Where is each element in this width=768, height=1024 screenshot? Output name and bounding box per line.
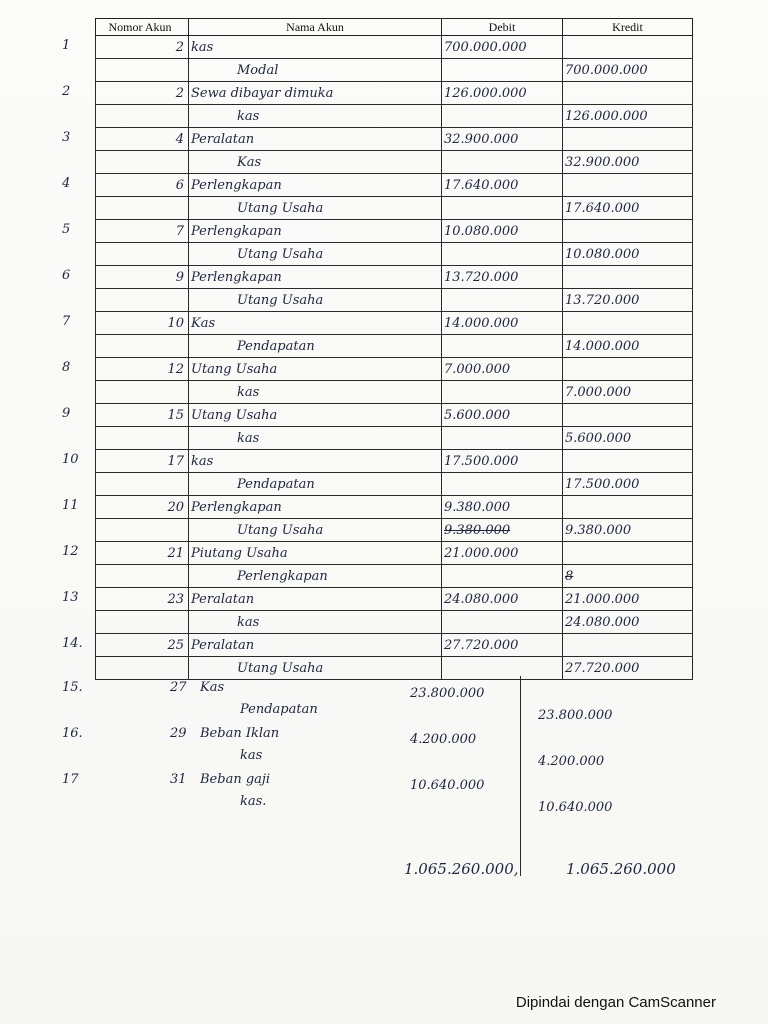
debit-account-name: Utang Usaha — [189, 358, 442, 381]
struck-amount: 9.380.000 — [444, 522, 511, 538]
debit-amount: 5.600.000 — [442, 404, 563, 427]
debit-account-name: Perlengkapan — [189, 220, 442, 243]
table-row — [96, 128, 693, 151]
journal-table — [95, 18, 693, 680]
table-row — [96, 588, 693, 611]
table-row — [96, 335, 693, 358]
entry-number: 7 — [62, 314, 71, 329]
entry-date: 6 — [96, 174, 189, 197]
entry-date: 12 — [96, 358, 189, 381]
credit-amount-empty — [563, 266, 693, 289]
credit-amount-empty — [563, 174, 693, 197]
entry-number: 4 — [62, 176, 71, 191]
credit-amount-empty — [563, 634, 693, 657]
entry-number: 10 — [62, 452, 79, 467]
credit-amount — [563, 289, 693, 312]
header-account-no: Nomor Akun — [96, 19, 189, 36]
debit-amount-empty — [442, 105, 563, 128]
debit-account-name: Beban gaji — [200, 772, 271, 787]
debit-amount: 17.500.000 — [442, 450, 563, 473]
debit-amount: 9.380.000 — [442, 496, 563, 519]
debit-account-name: Sewa dibayar dimuka — [189, 82, 442, 105]
debit-amount: 17.640.000 — [442, 174, 563, 197]
table-row — [96, 289, 693, 312]
debit-account-name: Peralatan — [189, 634, 442, 657]
credit-amount — [563, 335, 693, 358]
credit-amount — [563, 151, 693, 174]
entry-number: 15. — [62, 680, 83, 695]
entry-date: 23 — [96, 588, 189, 611]
table-row — [96, 565, 693, 588]
total-debit: 1.065.260.000, — [404, 860, 519, 878]
entry-date-empty — [96, 473, 189, 496]
credit-amount-empty — [563, 220, 693, 243]
debit-amount: 700.000.000 — [442, 36, 563, 59]
entry-date: 2 — [96, 82, 189, 105]
debit-amount-empty — [442, 657, 563, 680]
entry-number: 2 — [62, 84, 71, 99]
credit-account-name: Pendapatan — [189, 335, 442, 358]
debit-account-name: Perlengkapan — [189, 496, 442, 519]
credit-account-name: kas — [189, 105, 442, 128]
entry-date: 31 — [170, 772, 187, 787]
header-debit: Debit — [442, 19, 563, 36]
credit-amount — [563, 657, 693, 680]
table-row — [96, 358, 693, 381]
entry-date: 15 — [96, 404, 189, 427]
table-row — [96, 496, 693, 519]
credit-amount-empty — [563, 496, 693, 519]
credit-amount — [563, 197, 693, 220]
debit-amount-empty — [442, 197, 563, 220]
entry-number: 6 — [62, 268, 71, 283]
table-row — [96, 174, 693, 197]
debit-amount-empty — [442, 427, 563, 450]
credit-account-name: Perlengkapan — [189, 565, 442, 588]
credit-account-name: Kas — [189, 151, 442, 174]
entry-date-empty — [96, 105, 189, 128]
total-credit: 1.065.260.000 — [566, 860, 676, 878]
debit-account-name: kas — [189, 450, 442, 473]
entry-number: 3 — [62, 130, 71, 145]
table-row — [96, 105, 693, 128]
entry-date-empty — [96, 59, 189, 82]
credit-amount-value: 27.720.000 — [565, 660, 640, 676]
debit-amount-empty — [442, 243, 563, 266]
credit-amount — [563, 519, 693, 542]
debit-account-name: Beban Iklan — [200, 726, 280, 741]
entry-date-empty — [96, 565, 189, 588]
entry-date: 21 — [96, 542, 189, 565]
entry-date-empty — [96, 151, 189, 174]
debit-amount: 13.720.000 — [442, 266, 563, 289]
table-row — [96, 427, 693, 450]
credit-account-name: Pendapatan — [240, 702, 318, 717]
column-divider-line — [520, 676, 531, 876]
debit-account-name: Perlengkapan — [189, 266, 442, 289]
credit-amount: 4.200.000 — [538, 754, 605, 769]
credit-amount-value: 17.640.000 — [565, 200, 640, 216]
credit-amount-value: 9.380.000 — [565, 522, 632, 538]
credit-amount — [563, 105, 693, 128]
entry-number: 9 — [62, 406, 71, 421]
debit-amount-empty — [442, 335, 563, 358]
debit-amount: 4.200.000 — [410, 732, 477, 747]
table-row — [96, 266, 693, 289]
table-row — [96, 404, 693, 427]
credit-amount — [563, 473, 693, 496]
table-row — [96, 657, 693, 680]
table-row — [96, 243, 693, 266]
table-header-row — [96, 19, 693, 36]
debit-amount: 32.900.000 — [442, 128, 563, 151]
entry-date: 9 — [96, 266, 189, 289]
entry-date-empty — [96, 427, 189, 450]
entry-number: 1 — [62, 38, 71, 53]
credit-amount — [563, 427, 693, 450]
table-row — [96, 151, 693, 174]
credit-amount-value: 17.500.000 — [565, 476, 640, 492]
credit-account-name: Pendapatan — [189, 473, 442, 496]
credit-amount-value: 14.000.000 — [565, 338, 640, 354]
table-row — [96, 220, 693, 243]
entry-date: 17 — [96, 450, 189, 473]
debit-amount: 10.080.000 — [442, 220, 563, 243]
credit-account-name: kas — [240, 748, 263, 763]
credit-amount-empty — [563, 82, 693, 105]
debit-account-name: Piutang Usaha — [189, 542, 442, 565]
credit-amount-value: 5.600.000 — [565, 430, 632, 446]
credit-amount-value: 7.000.000 — [565, 384, 632, 400]
debit-amount-empty — [442, 473, 563, 496]
table-row — [96, 473, 693, 496]
debit-account-name: Kas — [189, 312, 442, 335]
credit-amount-value: 21.000.000 — [565, 591, 640, 607]
debit-account-name: Perlengkapan — [189, 174, 442, 197]
entry-date-empty — [96, 289, 189, 312]
struck-amount: 8 — [565, 568, 574, 584]
debit-amount: 27.720.000 — [442, 634, 563, 657]
credit-account-name: Utang Usaha — [189, 519, 442, 542]
entry-number: 12 — [62, 544, 79, 559]
entry-number: 8 — [62, 360, 71, 375]
debit-amount-empty — [442, 381, 563, 404]
debit-amount-empty — [442, 59, 563, 82]
scanner-watermark: Dipindai dengan CamScanner — [515, 994, 716, 1011]
credit-amount-value: 126.000.000 — [565, 108, 648, 124]
credit-amount-value: 10.080.000 — [565, 246, 640, 262]
table-row — [96, 59, 693, 82]
debit-amount-empty — [442, 611, 563, 634]
table-row — [96, 381, 693, 404]
entry-number: 14. — [62, 636, 83, 651]
table-row — [96, 450, 693, 473]
credit-account-name: kas. — [240, 794, 267, 809]
debit-account-name: Utang Usaha — [189, 404, 442, 427]
entry-date-empty — [96, 657, 189, 680]
entry-date: 27 — [170, 680, 187, 695]
credit-amount-value: 13.720.000 — [565, 292, 640, 308]
table-row — [96, 519, 693, 542]
entry-date: 10 — [96, 312, 189, 335]
credit-amount — [563, 611, 693, 634]
entry-date: 2 — [96, 36, 189, 59]
credit-amount-value: 32.900.000 — [565, 154, 640, 170]
credit-account-name: kas — [189, 427, 442, 450]
table-row — [96, 634, 693, 657]
entry-date: 29 — [170, 726, 187, 741]
credit-account-name: kas — [189, 381, 442, 404]
credit-account-name: kas — [189, 611, 442, 634]
debit-account-name: Peralatan — [189, 128, 442, 151]
debit-amount: 126.000.000 — [442, 82, 563, 105]
entry-number: 16. — [62, 726, 83, 741]
credit-amount-empty — [563, 312, 693, 335]
debit-account-name: Kas — [200, 680, 225, 695]
credit-amount-value: 700.000.000 — [565, 62, 648, 78]
debit-amount-empty — [442, 519, 563, 542]
entry-date-empty — [96, 243, 189, 266]
debit-account-name: Peralatan — [189, 588, 442, 611]
table-row — [96, 82, 693, 105]
entry-date: 4 — [96, 128, 189, 151]
credit-amount — [563, 565, 693, 588]
credit-amount — [563, 381, 693, 404]
debit-amount: 7.000.000 — [442, 358, 563, 381]
credit-amount-value: 24.080.000 — [565, 614, 640, 630]
table-row — [96, 36, 693, 59]
entry-date: 20 — [96, 496, 189, 519]
credit-amount-empty — [563, 358, 693, 381]
debit-amount-empty — [442, 289, 563, 312]
debit-amount: 21.000.000 — [442, 542, 563, 565]
credit-account-name: Utang Usaha — [189, 197, 442, 220]
credit-account-name: Utang Usaha — [189, 243, 442, 266]
entry-date-empty — [96, 381, 189, 404]
entry-date-empty — [96, 335, 189, 358]
entry-date: 7 — [96, 220, 189, 243]
credit-amount-empty — [563, 542, 693, 565]
table-row — [96, 611, 693, 634]
credit-account-name: Modal — [189, 59, 442, 82]
debit-amount: 24.080.000 — [442, 588, 563, 611]
entry-date-empty — [96, 611, 189, 634]
debit-amount: 10.640.000 — [410, 778, 485, 793]
debit-amount-empty — [442, 151, 563, 174]
entry-number: 11 — [62, 498, 79, 513]
entry-date: 25 — [96, 634, 189, 657]
credit-amount: 10.640.000 — [538, 800, 613, 815]
credit-account-name: Utang Usaha — [189, 657, 442, 680]
header-account-name: Nama Akun — [189, 19, 442, 36]
credit-amount — [563, 588, 693, 611]
credit-amount-empty — [563, 450, 693, 473]
entry-date-empty — [96, 519, 189, 542]
debit-account-name: kas — [189, 36, 442, 59]
debit-amount: 23.800.000 — [410, 686, 485, 701]
credit-amount — [563, 59, 693, 82]
entry-date-empty — [96, 197, 189, 220]
debit-amount-empty — [442, 565, 563, 588]
table-row — [96, 197, 693, 220]
entry-number: 13 — [62, 590, 79, 605]
entry-number: 17 — [62, 772, 79, 787]
table-row — [96, 542, 693, 565]
credit-amount-empty — [563, 128, 693, 151]
table-row — [96, 312, 693, 335]
credit-account-name: Utang Usaha — [189, 289, 442, 312]
credit-amount — [563, 243, 693, 266]
credit-amount: 23.800.000 — [538, 708, 613, 723]
entry-number: 5 — [62, 222, 71, 237]
credit-amount-empty — [563, 36, 693, 59]
header-credit: Kredit — [563, 19, 693, 36]
journal-body — [96, 36, 693, 680]
credit-amount-empty — [563, 404, 693, 427]
debit-amount: 14.000.000 — [442, 312, 563, 335]
